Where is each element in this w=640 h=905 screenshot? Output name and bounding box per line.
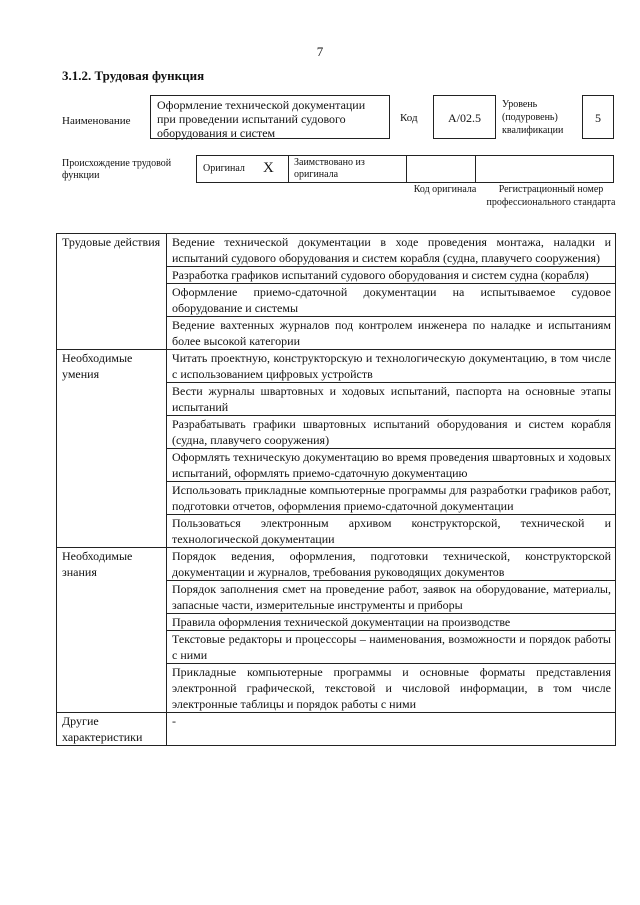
- item-cell: Пользоваться электронным архивом конструкторской, технической и технологической документации: [167, 515, 616, 548]
- table-row: [57, 234, 616, 267]
- table-row: [57, 350, 616, 383]
- original-code-caption: Код оригинала: [413, 184, 477, 195]
- function-details-table: [56, 233, 616, 746]
- original-cell: [196, 155, 289, 183]
- item-cell: Использовать прикладные компьютерные программы для разработки графиков работ, подготовки отчетов, оформления приемо-сдаточной документации: [167, 482, 616, 515]
- origin-label: Происхождение трудовой функции: [62, 158, 172, 181]
- registration-number-caption: Регистрационный номер профессионального стандарта: [486, 184, 616, 208]
- item-cell: Порядок ведения, оформления, подготовки технической, конструкторской документации и журналов, требования руководящих документов: [167, 548, 616, 581]
- item-cell: Оформлять техническую документацию во время проведения швартовных и ходовых испытаний, оформлять приемо-сдаточную документацию: [167, 449, 616, 482]
- table-row: [57, 548, 616, 581]
- category-cell: Необходимые умения: [57, 350, 167, 548]
- borrowed-cell: [288, 155, 407, 183]
- item-cell: Порядок заполнения смет на проведение работ, заявок на оборудование, материалы, запасные части, измерительные инструменты и приборы: [167, 581, 616, 614]
- item-cell: Ведение вахтенных журналов под контролем инженера по наладке и испытаниям более высокой категории: [167, 317, 616, 350]
- item-cell: Оформление приемо-сдаточной документации на испытываемое судовое оборудование и системы: [167, 284, 616, 317]
- item-cell: Прикладные компьютерные программы и основные форматы представления электронной графической, текстовой и числовой информации, в том числе электронные таблицы и порядок работы с ними: [167, 664, 616, 713]
- item-cell: -: [167, 713, 616, 746]
- section-title: 3.1.2. Трудовая функция: [62, 68, 205, 83]
- code-value-box: А/02.5: [433, 95, 496, 139]
- item-cell: Вести журналы швартовных и ходовых испытаний, паспорта на основные этапы испытаний: [167, 383, 616, 416]
- item-cell: Разработка графиков испытаний судового оборудования и систем судна (корабля): [167, 267, 616, 284]
- item-cell: Читать проектную, конструкторскую и технологическую документацию, в том числе с использованием цифровых устройств: [167, 350, 616, 383]
- borrowed-label: Заимствовано из оригинала: [294, 157, 365, 180]
- name-label: Наименование: [62, 115, 131, 127]
- category-cell: Другие характеристики: [57, 713, 167, 746]
- original-label: Оригинал: [203, 163, 245, 174]
- table-row: [57, 713, 616, 746]
- registration-number-cell: [475, 155, 614, 183]
- code-label: Код: [400, 112, 418, 124]
- category-cell: Необходимые знания: [57, 548, 167, 713]
- level-value-box: 5: [582, 95, 614, 139]
- function-name-box: Оформление технической документации при проведении испытаний судового оборудования и систем: [150, 95, 390, 139]
- item-cell: Разрабатывать графики швартовных испытаний оборудования и систем корабля (судна, плавучего сооружения): [167, 416, 616, 449]
- item-cell: Текстовые редакторы и процессоры – наименования, возможности и порядок работы с ними: [167, 631, 616, 664]
- page-number: 7: [316, 44, 324, 59]
- origin-row: [196, 155, 614, 183]
- original-code-cell: [406, 155, 476, 183]
- item-cell: Правила оформления технической документации на производстве: [167, 614, 616, 631]
- category-cell: Трудовые действия: [57, 234, 167, 350]
- level-label: Уровень (подуровень) квалификации: [502, 99, 564, 136]
- original-mark: X: [263, 160, 274, 176]
- item-cell: Ведение технической документации в ходе проведения монтажа, наладки и испытаний судового оборудования и систем корабля (судна, плавучего сооружения): [167, 234, 616, 267]
